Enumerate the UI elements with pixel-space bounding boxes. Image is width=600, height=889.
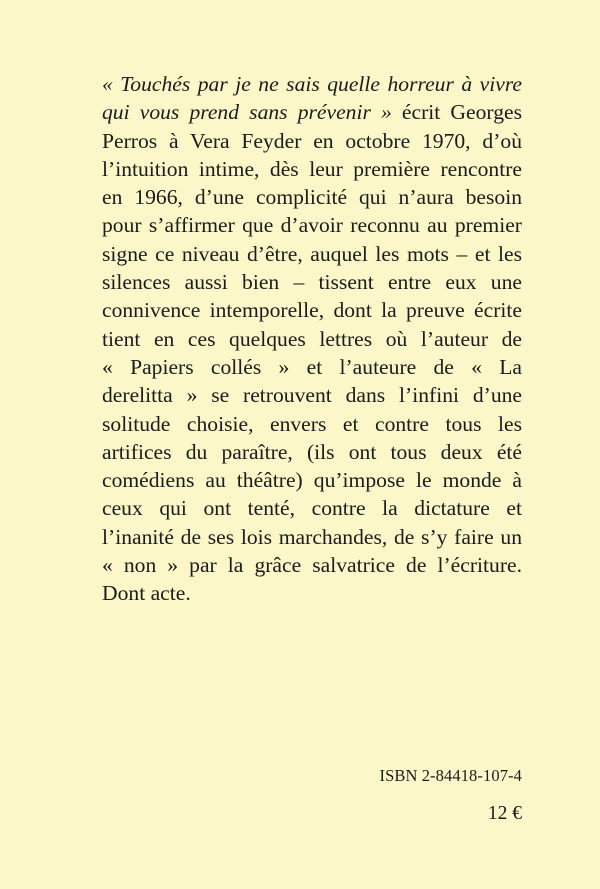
blurb-line — [102, 268, 522, 296]
blurb-line — [102, 466, 522, 494]
blurb-line — [102, 127, 522, 155]
body-text: solitude choisie, envers et contre tous les — [102, 411, 522, 436]
blurb-line — [102, 70, 522, 98]
body-text: en 1966, d’une complicité qui n’aura besoin — [102, 185, 522, 210]
body-text: pour s’affirmer que d’avoir reconnu au premier — [102, 213, 522, 238]
body-text: signe ce niveau d’être, auquel les mots – et les — [102, 241, 522, 266]
body-text: ceux qui ont tenté, contre la dictature et — [102, 496, 522, 521]
back-cover-blurb — [102, 70, 522, 608]
body-text: Perros à Vera Feyder en octobre 1970, d’où — [102, 128, 522, 153]
isbn-number: ISBN 2-84418-107-4 — [379, 766, 522, 785]
blurb-line — [102, 381, 522, 409]
price: 12 € — [487, 803, 522, 824]
body-text: tient en ces quelques lettres où l’auteur de — [102, 326, 522, 351]
blurb-line — [102, 438, 522, 466]
body-text: derelitta » se retrouvent dans l’infini d’une — [102, 383, 522, 408]
blurb-line — [102, 98, 522, 126]
body-text: « non » par la grâce salvatrice de l’écriture. — [102, 553, 522, 578]
blurb-line — [102, 325, 522, 353]
blurb-line — [102, 579, 522, 607]
quotation-text: qui vous prend sans prévenir » — [102, 100, 392, 125]
blurb-line — [102, 551, 522, 579]
blurb-line — [102, 183, 522, 211]
blurb-line — [102, 240, 522, 268]
blurb-line — [102, 494, 522, 522]
body-text: comédiens au théâtre) qu’impose le monde à — [102, 468, 522, 493]
quotation-text: « Touchés par je ne sais quelle horreur à vivre — [102, 72, 522, 96]
blurb-line — [102, 410, 522, 438]
body-text: l’inanité de ses lois marchandes, de s’y faire un — [102, 524, 522, 549]
blurb-line — [102, 523, 522, 551]
body-text: connivence intemporelle, dont la preuve écrite — [102, 298, 522, 323]
body-text: Dont acte. — [102, 581, 191, 606]
body-text: l’intuition intime, dès leur première rencontre — [102, 156, 522, 181]
body-text: artifices du paraître, (ils ont tous deux été — [102, 439, 522, 464]
blurb-line — [102, 155, 522, 183]
body-text: écrit Georges — [391, 100, 522, 125]
body-text: silences aussi bien – tissent entre eux une — [102, 270, 522, 295]
blurb-line — [102, 211, 522, 239]
blurb-line — [102, 296, 522, 324]
blurb-line — [102, 353, 522, 381]
body-text: « Papiers collés » et l’auteure de « La — [102, 354, 522, 379]
